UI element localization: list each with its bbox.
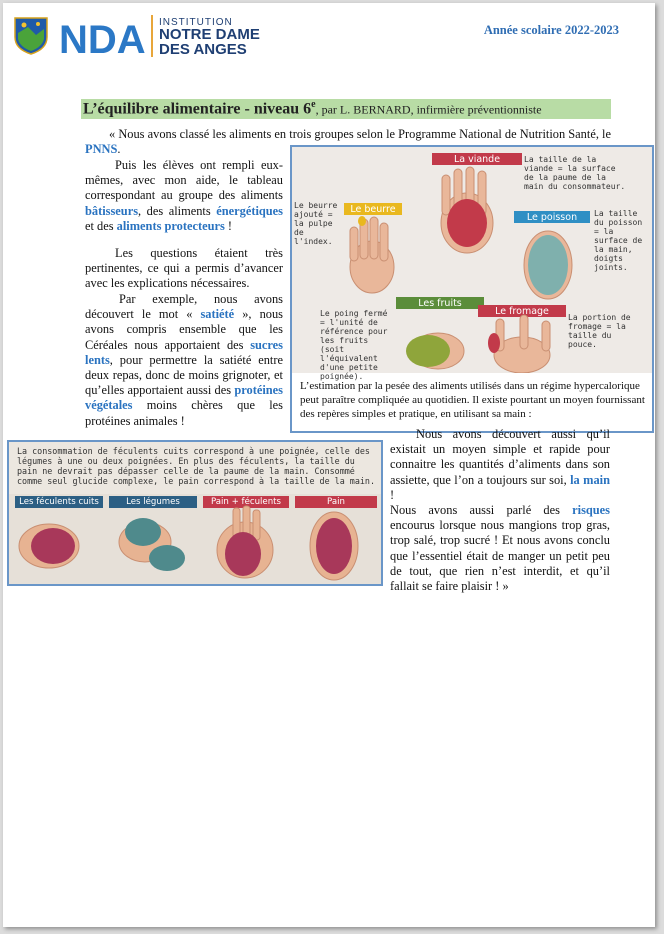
paragraph-intro: « Nous avons classé les aliments en trois groupes selon le Programme National de Nutrition Santé, le PNNS. — [85, 127, 611, 157]
figure-caption: L’estimation par la pesée des aliments utilisés dans un régime hypercalorique peut paraître compliquée au quotidien. Il existe pourtant un moyen fournissant des repères simples et pratique, en utilisant sa main : — [300, 380, 645, 420]
label-legumes: Les légumes — [126, 497, 180, 507]
keyword-protecteurs: aliments protecteurs — [116, 218, 225, 233]
paragraph-main: Nous avons découvert aussi qu’il existait un moyen simple et rapide pour connaitre les quantités d’aliments dans son assiette, que l’on a toujours sur soi, la main ! — [390, 427, 610, 502]
label-fruits: Les fruits — [418, 298, 462, 309]
keyword-energetiques: énergétiques — [216, 203, 283, 218]
nda-logo-icon — [59, 15, 151, 59]
paragraph-questions: Les questions étaient très pertinentes, ce qui a permis d’avancer avec les explications nécessaires. — [85, 246, 283, 291]
logo-divider — [151, 15, 153, 57]
hand-portions-figure — [290, 145, 654, 433]
keyword-sucres-lents: sucres lents — [85, 337, 283, 367]
keyword-proteines: protéines végétales — [85, 383, 283, 413]
label-fromage: Le fromage — [495, 306, 549, 317]
keyword-risques: risques — [572, 503, 610, 517]
logo-abbrev: NDA — [59, 18, 146, 59]
logo-name-line1: NOTRE DAME — [159, 26, 260, 43]
label-feculents: Les féculents cuits — [19, 497, 99, 507]
starch-portions-figure — [7, 440, 383, 586]
note-fruits: Le poing fermé = l'unité de référence pour les fruits (soit l'équivalent d'une petite poignée). — [320, 309, 388, 381]
keyword-satiete: satiété — [200, 307, 235, 322]
logo-name-line2: DES ANGES — [159, 41, 247, 58]
note-beurre: Le beurre ajouté = la pulpe de l'index. — [294, 201, 338, 246]
logo-institution-label: INSTITUTION — [159, 17, 233, 28]
label-viande: La viande — [453, 154, 501, 165]
school-year: Année scolaire 2022-2023 — [483, 23, 619, 37]
paragraph-table: Puis les élèves ont rempli eux-mêmes, avec mon aide, le tableau correspondant au groupe des aliments bâtisseurs, des aliments énergétiques et des aliments protecteurs ! — [85, 158, 283, 233]
keyword-main: la main — [570, 472, 610, 487]
institution-logo — [59, 15, 279, 59]
label-pain: Pain — [327, 497, 345, 507]
article-title — [83, 99, 542, 118]
label-poisson: Le poisson — [526, 212, 578, 223]
keyword-pnns: PNNS — [85, 142, 118, 157]
keyword-batisseurs: bâtisseurs — [85, 203, 139, 218]
title-sup: e — [311, 99, 316, 110]
starch-portions-text: La consommation de féculents cuits correspond à une poignée, celle des légumes à une ou deux poignées. En plus des féculents, la taille du pain ne devrait pas dépasser celle de la paume de la main. Consommé comme seul glucide complexe, le pain correspond à la taille de la main. — [17, 446, 375, 486]
label-beurre: Le beurre — [350, 204, 396, 215]
label-pain-feculents: Pain + féculents — [210, 497, 281, 507]
title-byline: , par L. BERNARD, infirmière préventionniste — [315, 102, 542, 117]
page — [3, 3, 655, 927]
note-poisson: La taille du poisson = la surface de la main, doigts joints. — [594, 209, 643, 272]
note-fromage: La portion de fromage = la taille du pouce. — [568, 313, 631, 349]
paragraph-risques: Nous avons aussi parlé des risques encourus lorsque nous mangions trop gras, trop salé, trop sucré ! Et nous avons conclu que l’essentiel était de manger un petit peu de tout, que rien n’est interdit, et qu’il fallait se faire plaisir ! » — [390, 503, 610, 594]
note-viande: La taille de la viande = la surface de la paume de la main du consommateur. — [524, 155, 626, 191]
paragraph-satiete: Par exemple, nous avons découvert le mot « satiété », nous avons compris ensemble que les Céréales nous apportaient des sucres lents, pour permettre la satiété entre deux repas, donc de moins grignoter, et qu’elles apportaient aussi des protéines végétales moins chères que les protéines animales ! — [85, 292, 283, 428]
school-crest-icon — [14, 17, 48, 55]
title-main: L’équilibre alimentaire - niveau 6 — [83, 100, 312, 118]
